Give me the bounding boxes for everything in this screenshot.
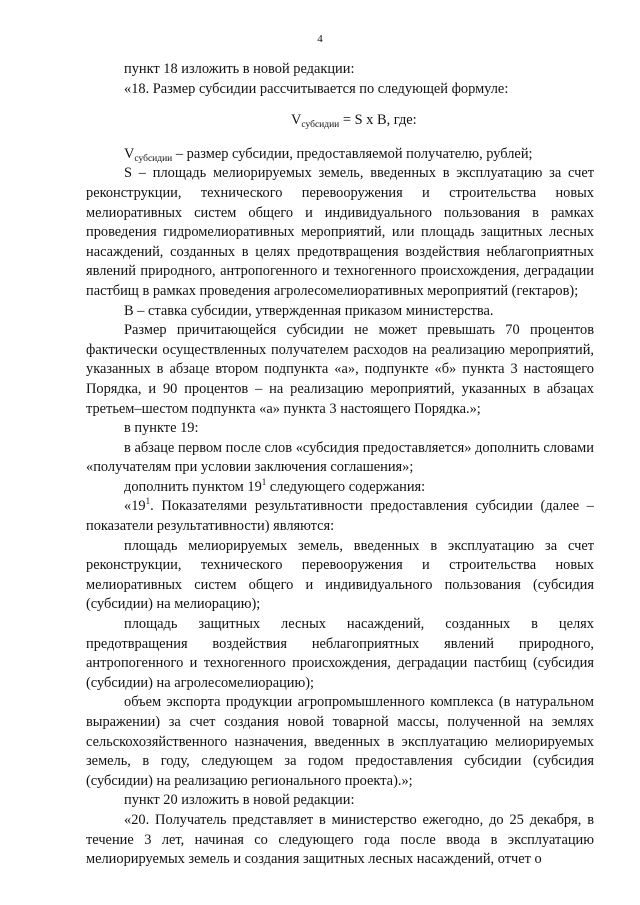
paragraph: Размер причитающейся субсидии не может превышать 70 процентов фактически осуществленных получателем расходов на реализацию мероприятий, указанных в абзаце втором подпункта «а», подпункте «б» пункта 3 настоящего Порядка, и 90 процентов – на реализацию мероприятий, указанных в абзацах третьем–шестом подпункта «а» пункта 3 настоящего Порядка.»; [86,322,594,417]
paragraph: в абзаце первом после слов «субсидия предоставляется» дополнить словами «получателям при условии заключения соглашения»; [86,439,594,476]
superscript: 1 [261,476,267,487]
variable: V [124,145,135,162]
paragraph: объем экспорта продукции агропромышленного комплекса (в натуральном выражении) за счет создания новой товарной массы, полученной на землях сельскохозяйственного назначения, введенных в эксплуатацию мелиорируемых земель, в году, следующем за годом предоставления субсидии (субсидия (субсидии) на реализацию регионального проекта).»; [86,694,594,789]
formula-expression: = S x B, где: [339,112,417,129]
paragraph: «18. Размер субсидии рассчитывается по следующей формуле: [124,80,509,97]
text-run: . Показателями результативности предоставления субсидии (далее – показатели результативности) являются: [86,498,594,535]
paragraph: площадь мелиорируемых земель, введенных в эксплуатацию за счет реконструкции, технического перевооружения и строительства новых мелиоративных систем общего и индивидуального пользования (субсидия (субсидии) на мелиорацию); [86,537,594,613]
formula [86,111,594,131]
page-number: 4 [317,33,323,45]
document-body [86,60,594,870]
superscript: 1 [145,496,151,507]
text-run: «19 [124,498,146,515]
paragraph: пункт 20 изложить в новой редакции: [124,792,355,809]
definition-b: В – ставка субсидии, утвержденная приказом министерства. [124,302,494,319]
paragraph: в пункте 19: [124,420,199,437]
paragraph: пункт 18 изложить в новой редакции: [124,61,355,77]
paragraph: площадь защитных лесных насаждений, созданных в целях предотвращения воздействия неблагоприятных явлений природного, антропогенного и техногенного происхождения, деградации пастбищ (субсидия (субсидии) на агролесомелиорацию); [86,616,594,691]
formula-variable: V [291,112,302,129]
definition-s: S – площадь мелиорируемых земель, введенных в эксплуатацию за счет реконструкции, технического перевооружения и строительства новых мелиоративных систем общего и индивидуального пользования в рамках проведения гидромелиоративных мероприятий, или площадь защитных лесных насаждений, созданных в целях предотвращения воздействия неблагоприятных явлений природного, антропогенного и техногенного происхождения, деградации пастбищ в рамках проведения агролесомелиоративных мероприятий (гектаров); [86,165,594,299]
paragraph [86,497,594,536]
text-run: следующего содержания: [266,478,426,495]
paragraph: «20. Получатель представляет в министерство ежегодно, до 25 декабря, в течение 3 лет, начиная со следующего года после ввода в эксплуатацию мелиорируемых земель и создания защитных лесных насаждений, отчет о [86,811,594,868]
variable-subscript: субсидии [134,153,173,164]
definition-text: – размер субсидии, предоставляемой получателю, рублей; [172,145,533,162]
definition-v [86,145,594,165]
formula-subscript: субсидии [301,120,340,131]
text-run: дополнить пунктом 19 [124,478,262,495]
paragraph [86,478,594,498]
